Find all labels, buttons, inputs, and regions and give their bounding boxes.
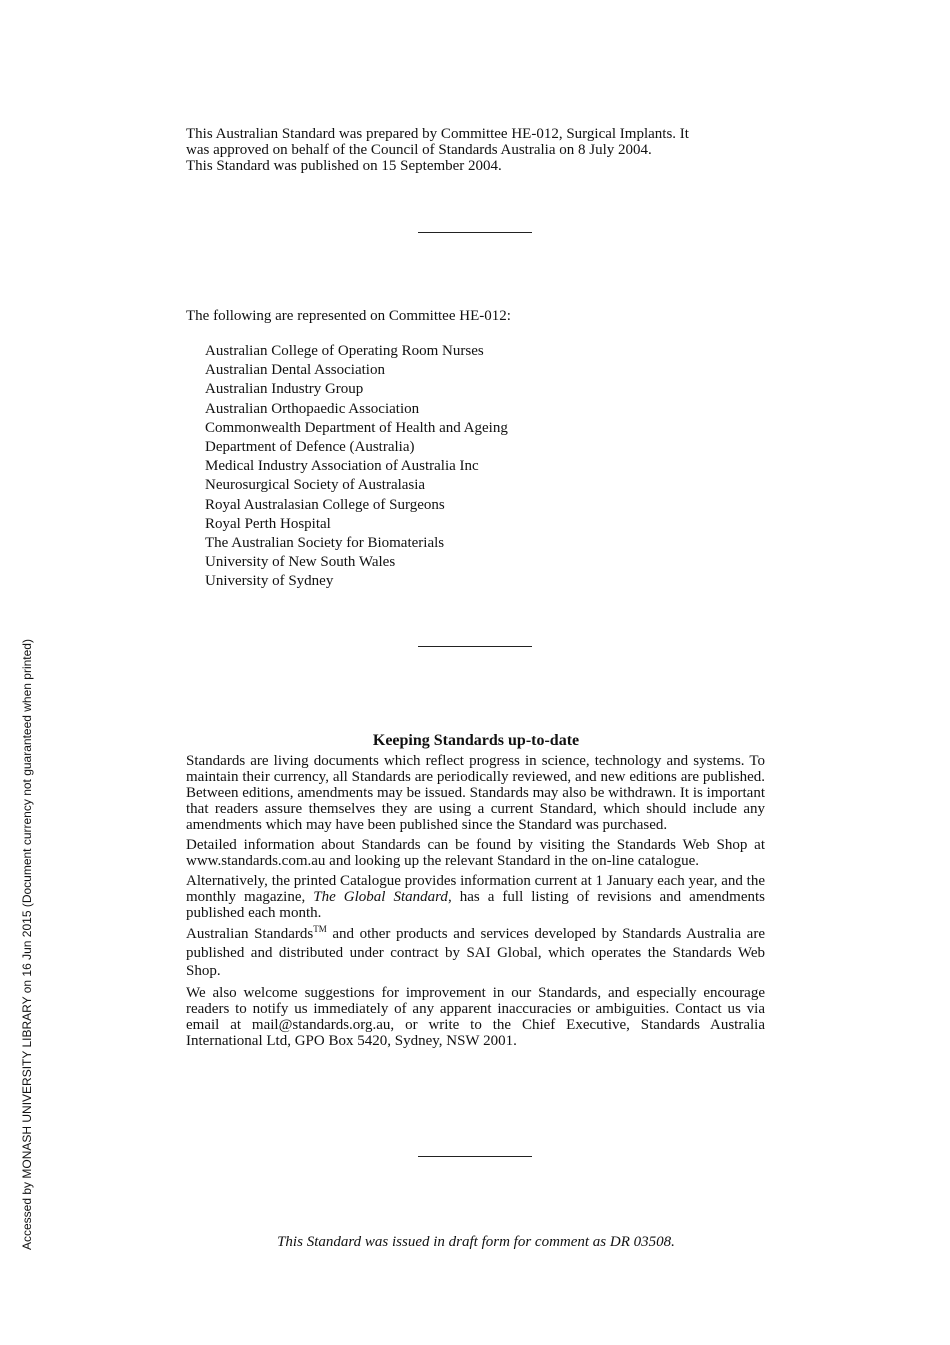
publication-notice [186, 126, 766, 174]
committee-member: University of New South Wales [205, 554, 396, 571]
divider-rule [418, 1156, 532, 1157]
body-paragraph: We also welcome suggestions for improvement in our Standards, and especially encourage readers to notify us immediately of any apparent inaccuracies or ambiguities. Contact us via email at mail@standards.org.au, or write to the Chief Executive, Standards Australia International Ltd, GPO Box 5420, Sydney, NSW 2001. [186, 984, 765, 1049]
paragraph-text: , has a full listing of revisions and amendments published each month. [186, 889, 765, 921]
committee-member: Australian Orthopaedic Association [205, 400, 420, 417]
trademark-symbol: TM [313, 924, 327, 934]
committee-member: Medical Industry Association of Australia Inc [205, 458, 479, 475]
committee-member: University of Sydney [205, 573, 334, 590]
body-paragraph [186, 873, 765, 921]
paragraph-text: Alternatively, the printed Catalogue provides information current at 1 January each year, and the monthly magazine, [186, 873, 765, 905]
committee-member: Neurosurgical Society of Australasia [205, 477, 426, 494]
section-heading: Keeping Standards up-to-date [372, 732, 580, 749]
publication-notice-line: This Standard was published on 15 September 2004. [186, 158, 502, 174]
committee-member: Royal Perth Hospital [205, 515, 331, 532]
committee-member: Department of Defence (Australia) [205, 439, 415, 456]
publication-notice-line: This Australian Standard was prepared by Committee HE-012, Surgical Implants. It [186, 126, 689, 142]
paragraph-text: and other products and services developed by Standards Australia are published and distributed under contract by SAI Global, which operates the Standards Web Shop. [186, 926, 765, 979]
committee-member: Australian College of Operating Room Nurses [205, 343, 484, 359]
committee-member: Australian Industry Group [205, 381, 364, 398]
committee-member: Australian Dental Association [205, 362, 385, 379]
committee-heading: The following are represented on Committee HE-012: [186, 308, 511, 324]
access-watermark: Accessed by MONASH UNIVERSITY LIBRARY on 16 Jun 2015 (Document currency not guaranteed when printed) [20, 639, 34, 1250]
publication-notice-line: was approved on behalf of the Council of Standards Australia on 8 July 2004. [186, 142, 652, 158]
keeping-standards-body [186, 753, 765, 1053]
committee-member: The Australian Society for Biomaterials [205, 535, 445, 552]
committee-member: Commonwealth Department of Health and Ageing [205, 419, 508, 436]
body-paragraph: Detailed information about Standards can be found by visiting the Standards Web Shop at www.standards.com.au and looking up the relevant Standard in the on-line catalogue. [186, 837, 765, 869]
committee-member: Royal Australasian College of Surgeons [205, 496, 445, 513]
divider-rule [418, 232, 532, 233]
divider-rule [418, 646, 532, 647]
body-paragraph: Standards are living documents which reflect progress in science, technology and systems. To maintain their currency, all Standards are periodically reviewed, and new editions are published. Between editions, amendments may be issued. Standards may also be withdrawn. It is important that readers assure themselves they are using a current Standard, which should include any amendments which may have been published since the Standard was purchased. [186, 753, 765, 833]
draft-notice-footer: This Standard was issued in draft form for comment as DR 03508. [277, 1234, 675, 1250]
magazine-title: The Global Standard [313, 889, 448, 905]
committee-member-list [205, 342, 508, 592]
body-paragraph [186, 925, 765, 981]
paragraph-text: Australian Standards [186, 926, 314, 942]
